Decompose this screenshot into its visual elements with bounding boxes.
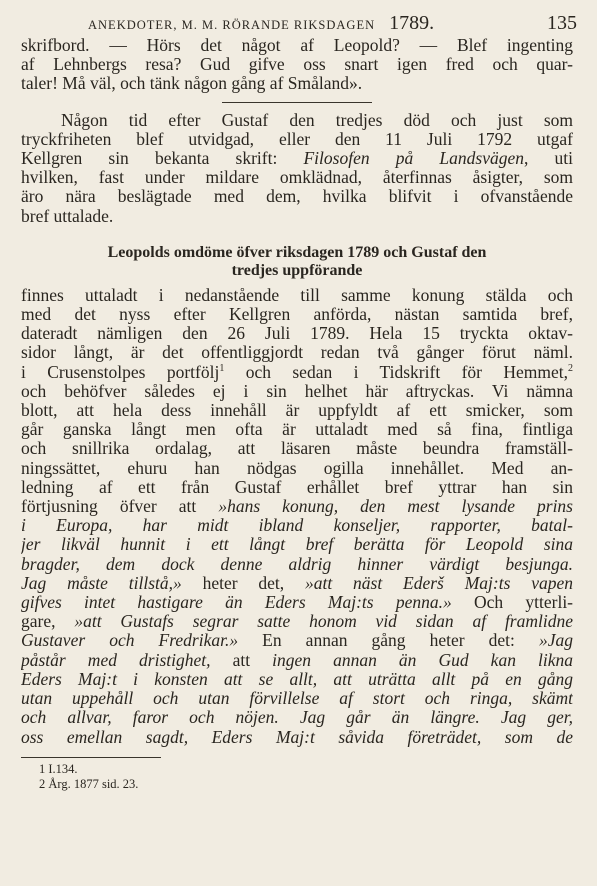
page-body — [21, 36, 573, 792]
text-line: och behöfver således ej i sin helhet här aftryckas. Vi nämna — [21, 381, 573, 401]
text-line: i Europa, har midt ibland konseljer, rapporter, batal- — [21, 516, 573, 536]
heading-line: tredjes uppförande — [231, 261, 363, 279]
footnote-2: 2 Årg. 1877 sid. 23. — [39, 776, 139, 791]
footnote-ref: 2 — [568, 362, 573, 374]
header-year: 1789. — [389, 12, 435, 34]
text-line: dateradt nämligen den 26 Juli 1789. Hela 15 tryckta oktav- — [21, 324, 573, 344]
text-line: finnes uttaladt i nedanstående till samme konung stälda och — [21, 285, 573, 305]
text-line: i Crusenstolpes portfölj$^1$ och sedan i Tidskrift för Hemmet,$^2$ — [21, 362, 573, 382]
text-line: bref uttalade. — [21, 206, 114, 226]
text-line: hvilken, fast under mildare omklädnad, återfinnas åsigter, som — [21, 168, 573, 188]
text-line: blott, att hela dess innehåll är uppfyldt af ett smicker, som — [21, 401, 573, 421]
text-line: jer likväl hunnit i ett långt bref berätta för Leopold sina — [21, 535, 573, 555]
text-line: gare, »att Gustafs segrar satte honom vid sidan af framlidne — [21, 612, 573, 632]
text-line: Eders Maj:t i konsten att se allt, att uträtta allt på en gång — [21, 669, 573, 689]
text-line: med det nyss efter Kellgren anförda, nästan samtida bref, — [21, 305, 573, 325]
text-line: oss emellan sagdt, Eders Maj:t såvida företrädet, som de — [21, 727, 573, 747]
page-number: 135 — [547, 12, 577, 34]
text-line: och snillrika ordalag, att läsaren måste beundra framställ- — [21, 439, 573, 459]
section-divider — [222, 102, 372, 103]
text-line: gifves intet hastigare än Eders Maj:ts penna.» Och ytterli- — [21, 593, 573, 613]
footnote-1: 1 I.134. — [39, 761, 78, 776]
footnotes — [21, 762, 573, 792]
text-line: sidor långt, är det offentliggjordt redan två gånger förut näml. — [21, 343, 573, 363]
text-line: Kellgren sin bekanta skrift: Filosofen på Landsvägen, uti — [21, 149, 573, 169]
text-line: Jag måste tillstå,» heter det, »att näst Ederš Maj:ts vapen — [21, 573, 573, 593]
text-line: af Lehnbergs resa? Gud gifve oss snart igen fred och quar- — [21, 55, 573, 75]
paragraph-leopold — [21, 286, 573, 747]
section-heading — [21, 244, 573, 280]
text-line: bragder, dem dock denne aldrig hinner värdigt besjunga. — [21, 554, 573, 574]
footnote-ref: 1 — [219, 362, 225, 374]
paragraph-letter-ending — [21, 36, 573, 94]
running-header — [88, 12, 577, 35]
text-line: ningssättet, ehuru han nödgas ogilla innehållet. Med an- — [21, 458, 573, 478]
text-line: Någon tid efter Gustaf den tredjes död och just som — [61, 110, 573, 130]
text-line: ledning af ett från Gustaf erhållet bref yttrar han sin — [21, 477, 573, 497]
text-line: äro nära beslägtade med dem, hvilka blifvit i ofvanstående — [21, 187, 573, 207]
paragraph-kellgren — [21, 111, 573, 226]
text-line: skrifbord. — Hörs det något af Leopold? — Blef ingenting — [21, 36, 573, 55]
text-line: och allvar, faror och nöjen. Jag går än längre. Jag ger, — [21, 708, 573, 728]
text-line: påstår med dristighet, att ingen annan än Gud kan likna — [21, 650, 573, 670]
text-line: utan uppehåll och utan förvillelse af stort och ringa, skämt — [21, 689, 573, 709]
text-line: Gustaver och Fredrikar.» En annan gång heter det: »Jag — [21, 631, 573, 651]
text-line: förtjusning öfver att »hans konung, den mest lysande prins — [21, 497, 573, 517]
text-line: tryckfriheten blef utvidgad, eller den 11 Juli 1792 utgaf — [21, 129, 573, 149]
footnote-divider — [21, 757, 161, 758]
running-title: ANEKDOTER, M. M. RÖRANDE RIKSDAGEN — [88, 18, 376, 32]
text-line: taler! Må väl, och tänk någon gång af Småland». — [21, 74, 363, 94]
heading-line: Leopolds omdöme öfver riksdagen 1789 och Gustaf den — [107, 243, 487, 261]
text-line: går ganska långt men ofta är uttaladt med så fina, fintliga — [21, 420, 573, 440]
book-title: Filosofen på Landsvägen — [303, 149, 524, 169]
